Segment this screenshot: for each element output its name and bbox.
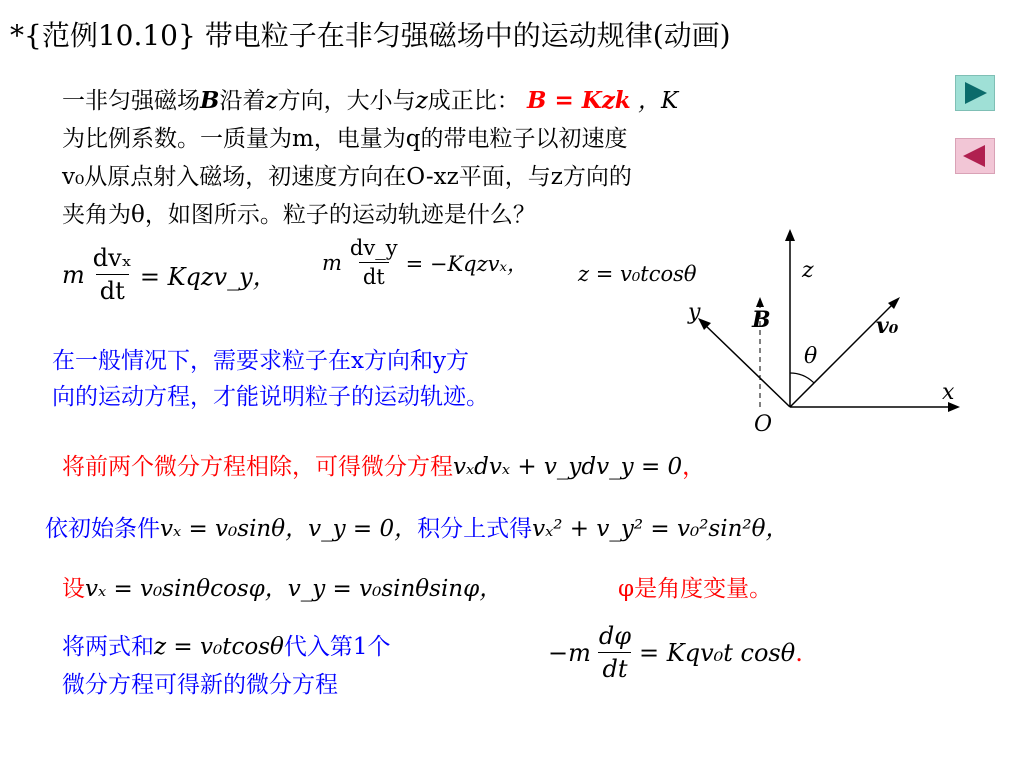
problem-line-4: 夹角为θ，如图所示。粒子的运动轨迹是什么？ bbox=[62, 202, 536, 228]
red-step bbox=[62, 448, 705, 481]
initial-step-text: 依初始条件 bbox=[45, 516, 160, 542]
theta-label: θ bbox=[804, 344, 818, 369]
let-step bbox=[62, 570, 502, 603]
initial-step bbox=[45, 510, 788, 543]
y-axis-label: y bbox=[688, 300, 701, 325]
initial-step-text-2: 积分上式得 bbox=[417, 516, 533, 542]
problem-line-3: v₀从原点射入磁场，初速度方向在O-xz平面，与z方向的 bbox=[62, 164, 632, 190]
final-formula: z = v₀tcosθ bbox=[154, 634, 284, 660]
eq-symbol: m bbox=[322, 250, 342, 275]
next-slide-button[interactable] bbox=[955, 75, 995, 111]
problem-var-z: z bbox=[265, 88, 278, 114]
problem-var-b: B bbox=[200, 87, 220, 114]
final-text: 将两式和 bbox=[62, 634, 154, 660]
play-right-icon bbox=[956, 76, 994, 110]
problem-text: ，K bbox=[638, 88, 679, 114]
blue-note-line-2: 向的运动方程，才能说明粒子的运动轨迹。 bbox=[52, 384, 489, 410]
blue-note-line-1: 在一般情况下，需要求粒子在x方向和y方 bbox=[52, 348, 469, 374]
initial-formula-1: vₓ = v₀sinθ， bbox=[160, 516, 309, 542]
fraction bbox=[346, 236, 402, 289]
z-arrow-icon bbox=[785, 229, 795, 241]
eq-end: . bbox=[795, 638, 803, 667]
problem-text: 一非匀强磁场 bbox=[62, 88, 200, 114]
equation-1 bbox=[62, 244, 277, 305]
problem-var-z: z bbox=[415, 88, 428, 114]
let-formula: vₓ = v₀sinθcosφ，v_y = v₀sinθsinφ， bbox=[85, 576, 503, 602]
initial-formula-2: v_y = 0， bbox=[308, 516, 418, 542]
fraction bbox=[595, 622, 635, 683]
fraction-denominator: dt bbox=[359, 262, 389, 289]
coordinate-diagram bbox=[670, 225, 970, 445]
final-step-line-1 bbox=[62, 628, 391, 661]
field-formula: B = Kzk bbox=[527, 87, 631, 114]
fraction bbox=[89, 244, 136, 305]
eq-symbol: −m bbox=[548, 638, 591, 667]
eq-symbol: m bbox=[62, 260, 85, 289]
theta-arc bbox=[790, 373, 814, 383]
eq-rhs: = −Kqzvₓ， bbox=[405, 251, 528, 276]
eq-rhs: = Kqzv_y， bbox=[139, 263, 277, 291]
fraction-denominator: dt bbox=[96, 274, 129, 305]
y-axis bbox=[703, 323, 790, 407]
problem-line-2: 为比例系数。一质量为m，电量为q的带电粒子以初速度 bbox=[62, 126, 628, 152]
fraction-denominator: dt bbox=[598, 652, 631, 683]
problem-line-1 bbox=[62, 82, 678, 115]
fraction-numerator: dv_y bbox=[349, 236, 398, 260]
problem-text: 沿着 bbox=[219, 88, 266, 114]
v0-label: v₀ bbox=[876, 313, 899, 339]
equation-2 bbox=[322, 236, 528, 289]
red-step-comma: ， bbox=[682, 454, 706, 480]
let-prefix: 设 bbox=[62, 576, 85, 602]
problem-text: 方向，大小与 bbox=[277, 88, 416, 114]
eq-rhs: = Kqv₀t cosθ bbox=[639, 638, 796, 667]
initial-formula-3: vₓ² + v_y² = v₀²sin²θ， bbox=[532, 516, 789, 542]
page-title: *{范例10.10} 带电粒子在非匀强磁场中的运动规律(动画) bbox=[10, 19, 731, 52]
equation-3: z = v₀tcosθ bbox=[578, 262, 697, 286]
final-step-line-2: 微分方程可得新的微分方程 bbox=[62, 672, 338, 698]
fraction-numerator: dφ bbox=[598, 622, 632, 650]
problem-text: 成正比： bbox=[427, 88, 520, 114]
z-axis-label: z bbox=[802, 258, 814, 283]
fraction-numerator: dvₓ bbox=[92, 244, 132, 272]
let-note: φ是角度变量。 bbox=[618, 576, 773, 602]
final-text: 代入第1个 bbox=[283, 634, 391, 660]
play-left-icon bbox=[956, 139, 994, 173]
final-equation bbox=[548, 622, 803, 683]
x-axis-label: x bbox=[942, 380, 955, 405]
b-field-arrow-icon bbox=[756, 297, 764, 307]
red-step-formula: vₓdvₓ + v_ydv_y = 0 bbox=[453, 454, 683, 480]
origin-label: O bbox=[754, 412, 773, 437]
b-label: B bbox=[752, 307, 771, 333]
prev-slide-button[interactable] bbox=[955, 138, 995, 174]
red-step-text: 将前两个微分方程相除，可得微分方程 bbox=[62, 454, 453, 480]
